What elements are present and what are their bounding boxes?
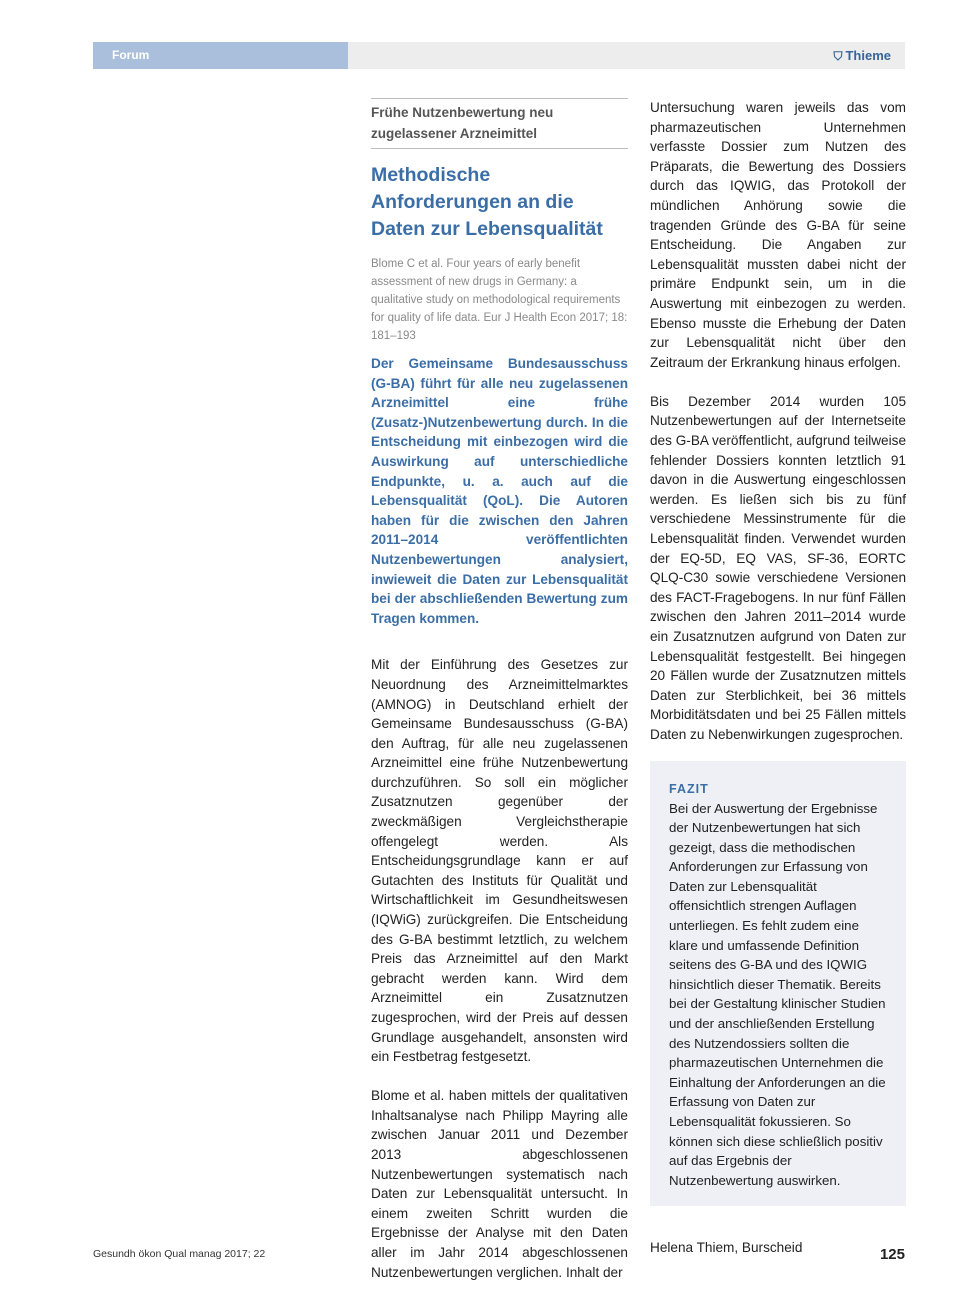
body-paragraph: Bis Dezember 2014 wurden 105 Nutzenbewertungen auf der Internetseite des G-BA veröffentlicht, aufgrund teilweise fehlender Dossiers konnten letztlich 91 davon in die Auswertung eingeschlossen werden. Es ließen sich bis zu fünf verschiedene Messinstrumente für die Lebensqualität finden. Verwendet wurden der EQ-5D, EQ VAS, SF-36, EORTC QLQ-C30 sowie verschiedene Versionen des FACT-Fragebogens. In nur fünf Fällen zwischen den Jahren 2011–2014 wurde ein Zusatznutzen aufgrund von Daten zur Lebensqualität festgestellt. Bei hingegen 20 Fällen wurde der Zusatznutzen mittels Daten zur Sterblichkeit, bei 36 mittels Morbiditätsdaten und bei 25 Fällen mittels Daten zu Nebenwirkungen zugesprochen. bbox=[650, 393, 906, 742]
article-citation: Blome C et al. Four years of early benefit assessment of new drugs in Germany: a qualitative study on methodological requirements for quality of life data. Eur J Health Econ 2017; 18: 181–193 bbox=[371, 258, 628, 342]
publisher-brand bbox=[833, 42, 891, 69]
body-paragraph: Mit der Einführung des Gesetzes zur Neuordnung des Arzneimittelmarktes (AMNOG) in Deutschland erhielt der Gemeinsame Bundesausschuss (G-BA) den Auftrag, für alle neu zugelassenen Arzneimittel eine frühe Nutzenbewertung durchzuführen. So soll ein möglicher Zusatznutzen gegenüber der zweckmäßigen Vergleichstherapie offengelegt werden. Als Entscheidungsgrundlage kann er auf Gutachten des Instituts für Qualität und Wirtschaftlichkeit im Gesundheitswesen (IQWiG) zurückgreifen. Die Entscheidung des G-BA bestimmt letztlich, zu welchem Preis das Arzneimittel auf den Markt gebracht werden kann. Wird dem Arzneimittel ein Zusatznutzen zugesprochen, wird der Preis auf dessen Grundlage ausgehandelt, ansonsten wird ein Festbetrag festgesetzt. bbox=[371, 657, 628, 1065]
article-title: Methodische Anforderungen an die Daten zur Lebensqualität bbox=[371, 164, 603, 240]
header-bar bbox=[93, 42, 905, 69]
section-label: Forum bbox=[93, 42, 348, 69]
author-line: Helena Thiem, Burscheid bbox=[650, 1240, 803, 1256]
body-paragraph: Blome et al. haben mittels der qualitativen Inhaltsanalyse nach Philipp Mayring alle zwischen Januar 2011 und Dezember 2013 abgeschlossenen Nutzenbewertungen systematisch nach Daten zur Lebensqualität untersucht. In einem zweiten Schritt wurden die Ergebnisse der Analyse mit den Daten aller im Jahr 2014 abgeschlossenen Nutzenbewertungen verglichen. Inhalt der bbox=[371, 1088, 628, 1280]
article-kicker: Frühe Nutzenbewertung neu zugelassener Arzneimittel bbox=[371, 105, 554, 141]
body-paragraph-continued: Untersuchung waren jeweils das vom pharmazeutischen Unternehmen verfasste Dossier zum Nutzen des Präparats, die Bewertung des Dossiers durch das IQWIG, das Protokoll der mündlichen Anhörung sowie die tragenden Gründe des G-BA für seine Entscheidung. Die Angaben zur Lebensqualität mussten dabei nicht der primäre Endpunkt sein, um in die Auswertung mit einbezogen zu werden. Ebenso musste die Erhebung der Daten zur Lebensqualität nicht über den Zeitraum der Erkrankung hinaus erfolgen. bbox=[650, 100, 906, 370]
fazit-title: FAZIT bbox=[669, 781, 709, 796]
publisher-name: Thieme bbox=[845, 48, 891, 63]
journal-citation: Gesundh ökon Qual manag 2017; 22 bbox=[93, 1248, 266, 1260]
thieme-logo-icon: ⛉ bbox=[833, 49, 843, 63]
article-column-right bbox=[650, 98, 906, 1258]
article-column-middle bbox=[371, 98, 628, 1282]
fazit-text: Bei der Auswertung der Ergebnisse der Nutzenbewertungen hat sich gezeigt, dass die methodischen Anforderungen zur Erfassung von Daten zur Lebensqualität offensichtlich strengen Auflagen unterliegen. Es fehlt zudem eine klare und umfassende Definition seitens des G-BA und des IQWIG hinsichtlich dieser Thematik. Bereits bei der Gestaltung klinischer Studien und der anschließenden Erstellung des Nutzendossiers sollten die pharmazeutischen Unternehmen die Einhaltung der Anforderungen an die Erfassung von Daten zur Lebensqualität fokussieren. So können sich diese schließlich positiv auf das Ergebnis der Nutzenbewertung auswirken. bbox=[669, 800, 886, 1188]
divider bbox=[371, 148, 628, 149]
article-lead: Der Gemeinsame Bundesausschuss (G-BA) führt für alle neu zugelassenen Arzneimittel eine frühe (Zusatz-)Nutzenbewertung durch. In die Entscheidung mit einbezogen wird die Auswirkung auf unterschiedliche Endpunkte, u. a. auch auf die Lebensqualität (QoL). Die Autoren haben für die zwischen den Jahren 2011–2014 veröffentlichten Nutzenbewertungen analysiert, inwieweit die Daten zur Lebensqualität bei der abschließenden Bewertung zum Tragen kommen. bbox=[371, 356, 628, 626]
fazit-box bbox=[650, 761, 906, 1207]
page-number: 125 bbox=[879, 1246, 905, 1263]
